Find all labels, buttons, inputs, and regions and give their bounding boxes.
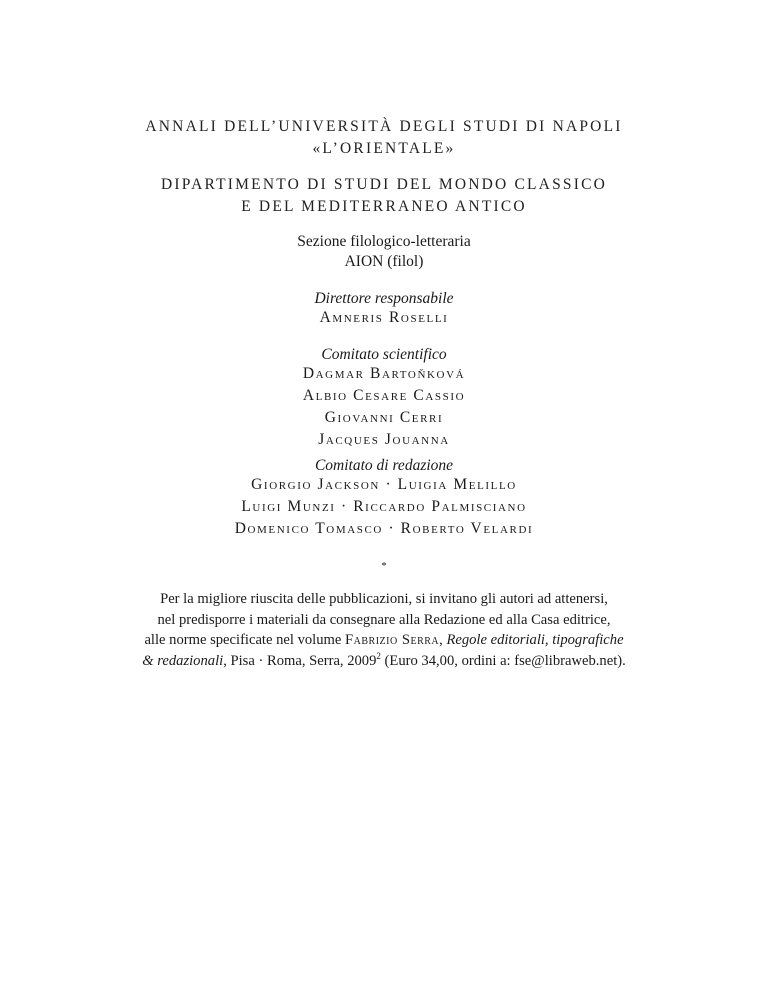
scientific-committee-member: Dagmar Bartoňková bbox=[302, 365, 466, 382]
note-author: Fabrizio Serra bbox=[345, 632, 440, 649]
editorial-committee-label: Comitato di redazione bbox=[314, 457, 454, 474]
scientific-committee-label: Comitato scientifico bbox=[321, 346, 447, 363]
note-text: , Pisa · Roma, Serra, 2009 bbox=[223, 652, 377, 669]
note-text: (Euro 34,00, ordini a: fse@libraweb.net). bbox=[380, 652, 626, 669]
section-name: Sezione filologico-letteraria bbox=[297, 233, 471, 250]
note-edition-superscript: 2 bbox=[376, 650, 381, 661]
note-text: , bbox=[439, 632, 447, 649]
note-book-title: Regole editoriali, tipografiche bbox=[446, 632, 624, 649]
department-line1: DIPARTIMENTO DI STUDI DEL MONDO CLASSICO bbox=[160, 176, 608, 193]
editorial-note bbox=[120, 589, 648, 671]
journal-title-line2: «L’ORIENTALE» bbox=[312, 140, 456, 157]
section-abbrev: AION (filol) bbox=[344, 253, 424, 270]
journal-title-line1: ANNALI DELL’UNIVERSITÀ DEGLI STUDI DI NAPOLI bbox=[145, 118, 623, 135]
director-label: Direttore responsabile bbox=[314, 290, 454, 307]
scientific-committee-member: Giovanni Cerri bbox=[324, 409, 444, 426]
note-text: alle norme specificate nel volume bbox=[144, 632, 346, 649]
scientific-committee-member: Jacques Jouanna bbox=[318, 431, 450, 448]
department-line2: E DEL MEDITERRANEO ANTICO bbox=[241, 198, 527, 215]
note-book-title: & redazionali bbox=[142, 652, 224, 669]
note-line bbox=[120, 651, 648, 672]
note-line: Per la migliore riuscita delle pubblicazioni, si invitano gli autori ad attenersi, bbox=[160, 591, 608, 607]
director-name: Amneris Roselli bbox=[319, 309, 449, 326]
editorial-committee-line: Domenico Tomasco · Roberto Velardi bbox=[234, 520, 534, 537]
editorial-committee-line: Giorgio Jackson · Luigia Melillo bbox=[251, 476, 517, 493]
section-separator: * bbox=[381, 560, 387, 572]
editorial-committee-line: Luigi Munzi · Riccardo Palmisciano bbox=[241, 498, 527, 515]
note-line: nel predisporre i materiali da consegnare alla Redazione ed alla Casa editrice, bbox=[157, 611, 611, 628]
scientific-committee-member: Albio Cesare Cassio bbox=[302, 387, 466, 404]
note-line bbox=[120, 630, 648, 651]
